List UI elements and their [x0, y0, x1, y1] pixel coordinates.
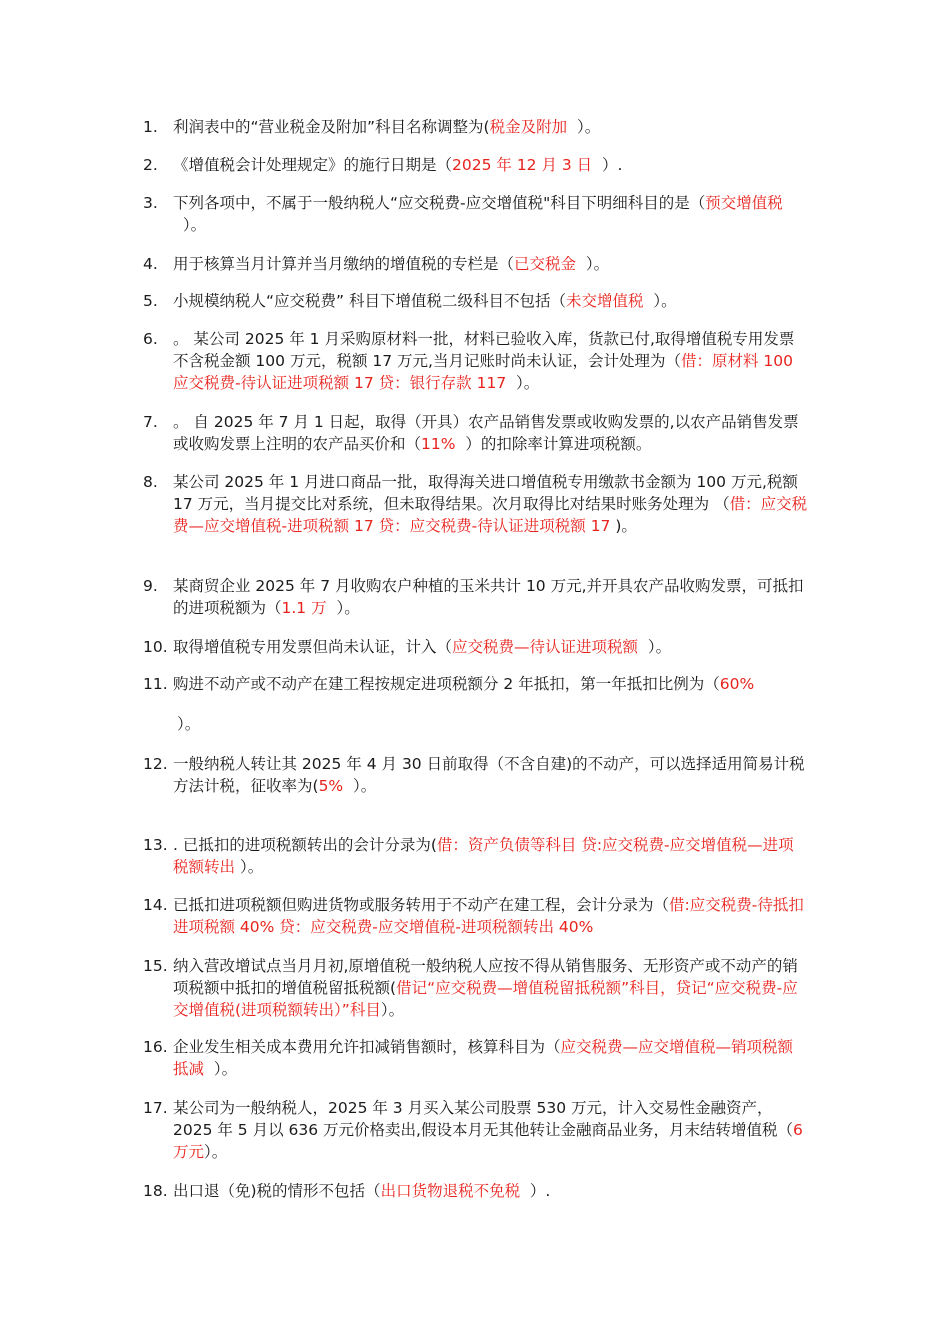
- question-number: 18.: [143, 1182, 168, 1200]
- question-text: . 已抵扣的进项税额转出的会计分录为(借：资产负债等科目 贷:应交税费-应交增值税—进项税额转出 ）。: [173, 836, 794, 876]
- answer: 60%: [719, 675, 755, 693]
- answer: 5%: [318, 777, 344, 795]
- question-4: [143, 253, 808, 275]
- question-text: 。 某公司 2025 年 1 月采购原材料一批，材料已验收入库，货款已付,取得增值税专用发票不含税金额 100 万元，税额 17 万元,当月记账时尚未认证，会计处理为（借：原材料 100 应交税费-待认证进项税额 17 贷：银行存款 117 ）。: [173, 330, 795, 392]
- question-number: 3.: [143, 194, 158, 212]
- question-8: [143, 471, 808, 537]
- question-number: 9.: [143, 577, 158, 595]
- question-text: 。 自 2025 年 7 月 1 日起，取得（开具）农产品销售发票或收购发票的,以农产品销售发票或收购发票上注明的农产品买价和（11% ）的扣除率计算进项税额。: [173, 413, 799, 453]
- question-number: 13.: [143, 836, 168, 854]
- answer: 6 万元: [173, 1121, 803, 1161]
- question-text: 购进不动产或不动产在建工程按规定进项税额分 2 年抵扣，第一年抵扣比例为（60%: [173, 675, 755, 693]
- question-text: 取得增值税专用发票但尚未认证，计入（应交税费—待认证进项税额 ）。: [173, 638, 672, 656]
- question-text: 某商贸企业 2025 年 7 月收购农户种植的玉米共计 10 万元,并开具农产品收购发票，可抵扣的进项税额为（1.1 万 ）。: [173, 577, 804, 617]
- answer: 借:应交税费-待抵扣进项税额 40% 贷：应交税费-应交增值税-进项税额转出 40%: [173, 896, 804, 936]
- question-1: [143, 116, 808, 138]
- answer: 应交税费—应交增值税—销项税额抵减: [173, 1038, 794, 1078]
- question-15: [143, 955, 808, 1021]
- question-number: 14.: [143, 896, 168, 914]
- question-14: [143, 894, 808, 938]
- question-text: 下列各项中，不属于一般纳税人“应交税费-应交增值税"科目下明细科目的是（预交增值税 ）。: [173, 194, 783, 234]
- answer: 借记“应交税费—增值税留抵税额”科目，贷记“应交税费-应交增值税(进项税额转出）”科目: [173, 979, 798, 1019]
- question-text: 已抵扣进项税额但购进货物或服务转用于不动产在建工程，会计分录为（借:应交税费-待抵扣进项税额 40% 贷：应交税费-应交增值税-进项税额转出 40%: [173, 896, 804, 936]
- question-5: [143, 290, 808, 312]
- question-text: 企业发生相关成本费用允许扣减销售额时，核算科目为（应交税费—应交增值税—销项税额抵减 ）。: [173, 1038, 794, 1078]
- answer: 借：应交税费—应交增值税-进项税额 17 贷：应交税费-待认证进项税额 17: [173, 495, 808, 535]
- answer: 出口货物退税不免税: [380, 1182, 521, 1200]
- question-number: 17.: [143, 1099, 168, 1117]
- question-9: [143, 575, 808, 619]
- answer: 未交增值税: [566, 292, 644, 310]
- question-text: 用于核算当月计算并当月缴纳的增值税的专栏是（已交税金 ）。: [173, 255, 610, 273]
- question-number: 12.: [143, 755, 168, 773]
- question-text: 出口退（免)税的情形不包括（出口货物退税不免税 ）.: [173, 1182, 551, 1200]
- question-11-continuation: [143, 713, 808, 735]
- question-6: [143, 328, 808, 394]
- question-text: 利润表中的“营业税金及附加”科目名称调整为(税金及附加 ）。: [173, 118, 601, 136]
- question-17: [143, 1097, 808, 1163]
- question-11: [143, 673, 808, 695]
- answer: 1.1 万: [281, 599, 327, 617]
- answer: 应交税费—待认证进项税额: [452, 638, 639, 656]
- question-number: 6.: [143, 330, 158, 348]
- answer: 税金及附加: [489, 118, 568, 136]
- question-text: 某公司为一般纳税人，2025 年 3 月买入某公司股票 530 万元，计入交易性金融资产，2025 年 5 月以 636 万元价格卖出,假设本月无其他转让金融商品业务，月末结转增值税（6 万元）。: [173, 1099, 803, 1161]
- question-10: [143, 636, 808, 658]
- question-number: 7.: [143, 413, 158, 431]
- answer: 已交税金: [514, 255, 577, 273]
- answer: 预交增值税: [705, 194, 783, 212]
- question-number: 11.: [143, 675, 168, 693]
- question-12: [143, 753, 808, 797]
- question-number: 8.: [143, 473, 158, 491]
- question-3: [143, 192, 808, 236]
- question-13: [143, 834, 808, 878]
- question-text: 纳入营改增试点当月月初,原增值税一般纳税人应按不得从销售服务、无形资产或不动产的销项税额中抵扣的增值税留抵税额(借记“应交税费—增值税留抵税额”科目，贷记“应交税费-应交增值税(进项税额转出）”科目）。: [173, 957, 798, 1019]
- question-text: 小规模纳税人“应交税费” 科目下增值税二级科目不包括（未交增值税 ）。: [173, 292, 677, 310]
- question-text: 某公司 2025 年 1 月进口商品一批，取得海关进口增值税专用缴款书金额为 100 万元,税额 17 万元，当月提交比对系统，但未取得结果。次月取得比对结果时账务处理为 （借：应交税费—应交增值税-进项税额 17 贷：应交税费-待认证进项税额 17 )。: [173, 473, 808, 535]
- question-7: [143, 411, 808, 455]
- question-text: 《增值税会计处理规定》的施行日期是（2025 年 12 月 3 日 ）.: [173, 156, 623, 174]
- question-16: [143, 1036, 808, 1080]
- question-number: 10.: [143, 638, 168, 656]
- question-number: 16.: [143, 1038, 168, 1056]
- answer: 借：原材料 100 应交税费-待认证进项税额 17 贷：银行存款 117: [173, 352, 793, 392]
- question-text: 一般纳税人转让其 2025 年 4 月 30 日前取得（不含自建)的不动产，可以选择适用简易计税方法计税，征收率为(5% ）。: [173, 755, 805, 795]
- question-18: [143, 1180, 808, 1202]
- question-number: 2.: [143, 156, 158, 174]
- question-2: [143, 154, 808, 176]
- question-text: ）。: [177, 715, 201, 733]
- question-number: 5.: [143, 292, 158, 310]
- answer: 借：资产负债等科目 贷:应交税费-应交增值税—进项税额转出: [173, 836, 794, 876]
- question-number: 15.: [143, 957, 168, 975]
- question-number: 4.: [143, 255, 158, 273]
- answer: 11%: [421, 435, 456, 453]
- question-number: 1.: [143, 118, 158, 136]
- answer: 2025 年 12 月 3 日: [452, 156, 593, 174]
